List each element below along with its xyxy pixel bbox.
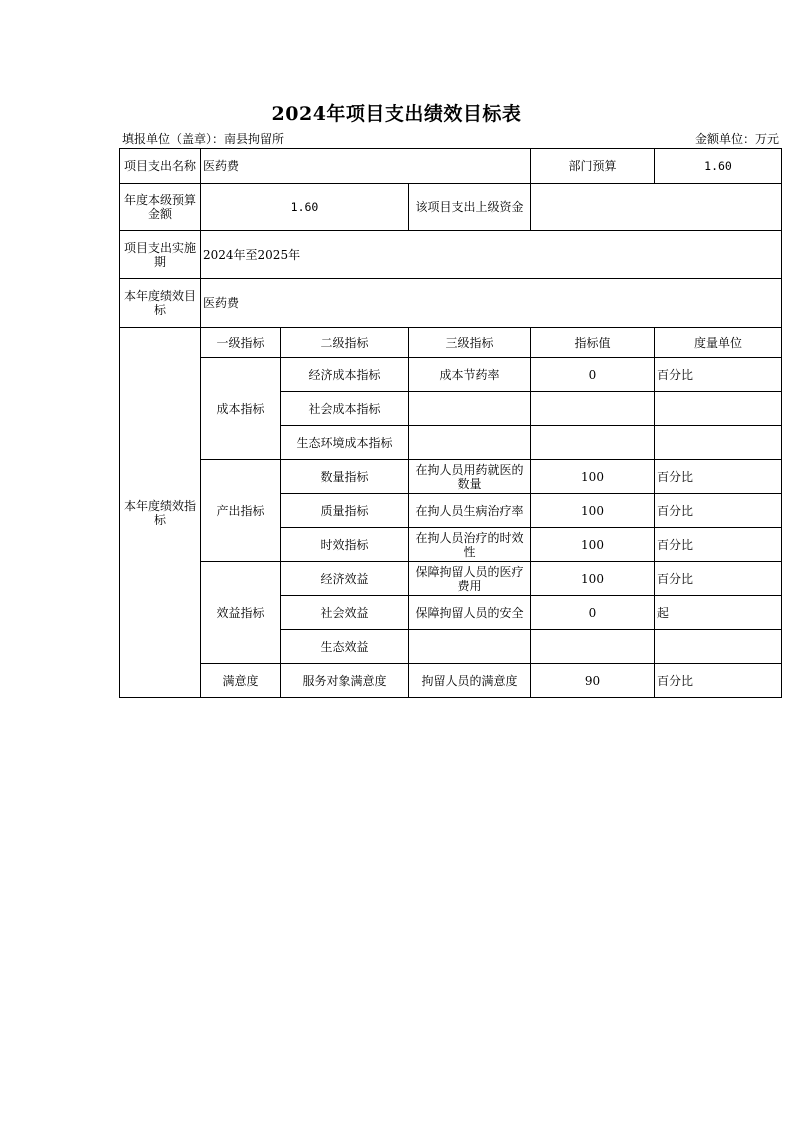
indicator-unit bbox=[655, 630, 782, 664]
indicator-value: 100 bbox=[531, 562, 655, 596]
annual-budget-label: 年度本级预算金额 bbox=[120, 184, 201, 231]
indicator-level2: 生态环境成本指标 bbox=[281, 426, 409, 460]
period-value: 2024年至2025年 bbox=[201, 231, 782, 279]
indicator-row bbox=[120, 460, 782, 494]
indicator-value: 0 bbox=[531, 358, 655, 392]
indicator-level1: 成本指标 bbox=[201, 358, 281, 460]
indicator-row bbox=[120, 358, 782, 392]
row-annual-budget bbox=[120, 184, 782, 231]
filling-unit: 填报单位（盖章）：南县拘留所 bbox=[122, 132, 285, 146]
indicator-level3 bbox=[409, 392, 531, 426]
indicator-level2: 社会效益 bbox=[281, 596, 409, 630]
superior-funds-value bbox=[531, 184, 782, 231]
project-name-label: 项目支出名称 bbox=[120, 149, 201, 184]
indicator-value: 100 bbox=[531, 460, 655, 494]
annual-goal-value: 医药费 bbox=[201, 279, 782, 328]
header-unit: 度量单位 bbox=[655, 328, 782, 358]
indicator-level2: 服务对象满意度 bbox=[281, 664, 409, 698]
indicator-level2: 生态效益 bbox=[281, 630, 409, 664]
row-period bbox=[120, 231, 782, 279]
indicator-level2: 经济效益 bbox=[281, 562, 409, 596]
indicator-unit: 起 bbox=[655, 596, 782, 630]
row-annual-goal bbox=[120, 279, 782, 328]
page-title: 2024年项目支出绩效目标表 bbox=[271, 103, 522, 125]
indicator-value: 100 bbox=[531, 494, 655, 528]
indicator-level2: 数量指标 bbox=[281, 460, 409, 494]
indicator-value: 0 bbox=[531, 596, 655, 630]
indicator-level2: 社会成本指标 bbox=[281, 392, 409, 426]
project-name-value: 医药费 bbox=[201, 149, 531, 184]
indicator-header-row bbox=[120, 328, 782, 358]
amount-unit: 金额单位：万元 bbox=[694, 132, 779, 146]
indicator-unit: 百分比 bbox=[655, 460, 782, 494]
indicator-level3: 在拘人员用药就医的数量 bbox=[409, 460, 531, 494]
indicator-value: 100 bbox=[531, 528, 655, 562]
indicator-value bbox=[531, 392, 655, 426]
indicator-level3: 保障拘留人员的安全 bbox=[409, 596, 531, 630]
indicator-level1: 满意度 bbox=[201, 664, 281, 698]
indicator-level3: 在拘人员治疗的时效性 bbox=[409, 528, 531, 562]
indicator-level3 bbox=[409, 426, 531, 460]
header-level1: 一级指标 bbox=[201, 328, 281, 358]
indicator-unit bbox=[655, 392, 782, 426]
header-level3: 三级指标 bbox=[409, 328, 531, 358]
period-label: 项目支出实施期 bbox=[120, 231, 201, 279]
indicator-level3 bbox=[409, 630, 531, 664]
indicator-level1: 效益指标 bbox=[201, 562, 281, 664]
header-level2: 二级指标 bbox=[281, 328, 409, 358]
header-value: 指标值 bbox=[531, 328, 655, 358]
indicator-level3: 在拘人员生病治疗率 bbox=[409, 494, 531, 528]
indicators-section-label: 本年度绩效指标 bbox=[120, 328, 201, 698]
indicator-level2: 质量指标 bbox=[281, 494, 409, 528]
indicator-value bbox=[531, 630, 655, 664]
indicator-unit: 百分比 bbox=[655, 664, 782, 698]
indicator-level3: 成本节药率 bbox=[409, 358, 531, 392]
dept-budget-label: 部门预算 bbox=[531, 149, 655, 184]
indicator-row bbox=[120, 562, 782, 596]
performance-target-table bbox=[119, 148, 782, 698]
row-project-name bbox=[120, 149, 782, 184]
indicator-level1: 产出指标 bbox=[201, 460, 281, 562]
indicator-value bbox=[531, 426, 655, 460]
indicator-level3: 拘留人员的满意度 bbox=[409, 664, 531, 698]
dept-budget-value: 1.60 bbox=[655, 149, 782, 184]
annual-budget-value: 1.60 bbox=[201, 184, 409, 231]
indicator-unit: 百分比 bbox=[655, 494, 782, 528]
indicator-unit: 百分比 bbox=[655, 358, 782, 392]
indicator-unit: 百分比 bbox=[655, 562, 782, 596]
indicator-level3: 保障拘留人员的医疗费用 bbox=[409, 562, 531, 596]
indicator-row bbox=[120, 664, 782, 698]
indicator-value: 90 bbox=[531, 664, 655, 698]
indicator-unit: 百分比 bbox=[655, 528, 782, 562]
indicator-unit bbox=[655, 426, 782, 460]
superior-funds-label: 该项目支出上级资金 bbox=[409, 184, 531, 231]
annual-goal-label: 本年度绩效目标 bbox=[120, 279, 201, 328]
indicator-level2: 时效指标 bbox=[281, 528, 409, 562]
indicator-level2: 经济成本指标 bbox=[281, 358, 409, 392]
